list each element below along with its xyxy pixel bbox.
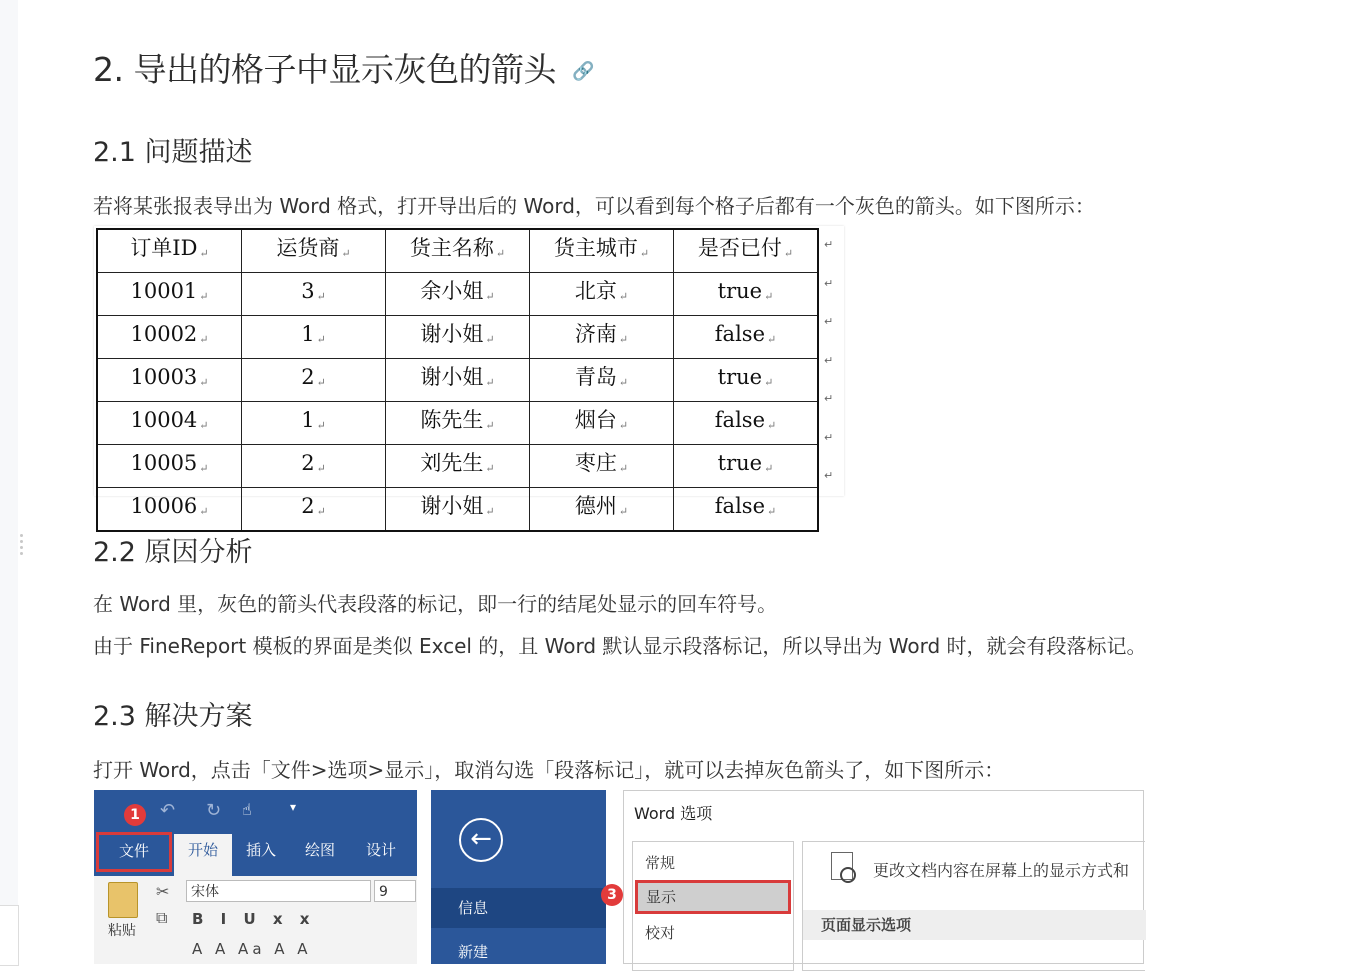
cell-text: false	[714, 322, 765, 346]
word-ribbon-screenshot	[94, 790, 417, 964]
cut-icon[interactable]: ✂	[156, 882, 170, 901]
paragraph-problem: 若将某张报表导出为 Word 格式，打开导出后的 Word，可以看到每个格子后都有一个灰色的箭头。如下图所示：	[93, 194, 1095, 218]
paragraph-mark-icon: ↵	[316, 376, 326, 389]
cell-text: 10001	[130, 279, 198, 303]
page-display-section: 页面显示选项	[803, 910, 1146, 940]
paragraph-mark-icon: ↵	[485, 505, 495, 518]
cell-text: true	[717, 451, 763, 475]
paragraph-mark-icon: ↵	[485, 462, 495, 475]
table-cell	[97, 316, 242, 359]
cell-text: true	[717, 365, 763, 389]
redo-icon[interactable]: ↻	[206, 800, 222, 821]
paragraph-mark-icon: ↵	[783, 247, 794, 260]
paragraph-mark-icon: ↵	[495, 247, 506, 260]
section-heading-2-3: 2.3 解决方案	[93, 701, 253, 732]
table-cell	[674, 402, 819, 445]
cell-text: 货主名称	[409, 236, 494, 260]
table-cell	[530, 316, 674, 359]
page-title: 2. 导出的格子中显示灰色的箭头 🔗	[93, 50, 594, 89]
table-cell	[97, 402, 242, 445]
table-cell	[530, 229, 674, 273]
cell-text: 10003	[130, 365, 198, 389]
link-icon[interactable]: 🔗	[571, 61, 594, 82]
orders-table	[96, 228, 819, 532]
cell-text: 谢小姐	[420, 365, 484, 389]
paragraph-mark-icon: ↵	[764, 376, 774, 389]
table-cell	[97, 359, 242, 402]
paragraph-mark-icon: ↵	[639, 247, 650, 260]
table-row	[97, 402, 818, 445]
cell-text: 德州	[574, 494, 617, 518]
paragraph-marks	[824, 238, 840, 508]
cell-text: 是否已付	[697, 236, 782, 260]
cell-text: 2	[301, 451, 315, 475]
options-nav	[632, 841, 794, 971]
table-cell	[97, 229, 242, 273]
paragraph-mark-icon: ↵	[341, 247, 351, 260]
cell-text: false	[714, 408, 765, 432]
tab-draw[interactable]: 绘图	[305, 841, 336, 859]
cell-text: 10005	[130, 451, 198, 475]
font-color-buttons[interactable]: A A Aa A A	[192, 940, 312, 958]
paragraph-mark-icon: ↵	[767, 505, 777, 518]
table-cell	[674, 229, 819, 273]
copy-icon[interactable]: ⧉	[156, 908, 168, 927]
section-heading-2-2: 2.2 原因分析	[93, 537, 253, 568]
menu-item-new[interactable]: 新建	[458, 943, 489, 961]
paragraph-mark-icon: ↵	[618, 462, 629, 475]
table-row	[97, 445, 818, 488]
paragraph-mark-icon: ↵	[764, 290, 774, 303]
paragraph-mark-icon: ↵	[485, 333, 495, 346]
tab-file[interactable]: 文件	[96, 832, 172, 872]
dialog-title: Word 选项	[634, 804, 713, 823]
undo-icon[interactable]: ↶	[160, 800, 176, 821]
paragraph-mark-icon: ↵	[618, 376, 629, 389]
table-cell	[530, 402, 674, 445]
paragraph-mark-icon: ↵	[767, 333, 777, 346]
nav-display[interactable]: 显示	[635, 880, 791, 914]
cell-text: true	[717, 279, 763, 303]
paragraph-mark-icon: ↵	[618, 505, 629, 518]
clipboard-icon[interactable]	[108, 882, 138, 918]
table-cell	[674, 359, 819, 402]
ribbon-tabs	[94, 834, 417, 866]
table-cell	[530, 488, 674, 532]
table-cell	[97, 273, 242, 316]
cell-text: 10002	[130, 322, 198, 346]
paragraph-mark-icon: ↵	[618, 290, 629, 303]
word-table-image	[94, 226, 844, 518]
cell-text: 青岛	[574, 365, 617, 389]
paragraph-mark-icon: ↵	[199, 290, 209, 303]
table-cell	[386, 229, 530, 273]
cell-text: 济南	[574, 322, 617, 346]
table-cell	[386, 402, 530, 445]
touch-mode-icon[interactable]: ☝	[242, 800, 252, 819]
cell-text: 谢小姐	[420, 322, 484, 346]
cell-text: 运货商	[276, 236, 340, 260]
display-panel	[802, 841, 1145, 971]
cell-text: 1	[301, 408, 315, 432]
table-row	[97, 273, 818, 316]
paragraph-mark-icon: ↵	[316, 419, 326, 432]
cell-text: 刘先生	[420, 451, 484, 475]
ribbon-home	[94, 876, 417, 964]
cell-text: 2	[301, 365, 315, 389]
paragraph-mark-icon: ↵	[199, 505, 209, 518]
cell-text: 余小姐	[420, 279, 484, 303]
paragraph-mark-icon: ↵	[199, 247, 209, 260]
paragraph-mark-icon: ↵	[767, 419, 777, 432]
word-backstage-screenshot	[431, 790, 617, 964]
table-cell	[97, 445, 242, 488]
left-sidebar	[0, 0, 18, 964]
row-end-mark-icon: ↵	[824, 276, 834, 290]
table-cell	[674, 488, 819, 532]
cell-text: 烟台	[574, 408, 617, 432]
paragraph-mark-icon: ↵	[316, 462, 326, 475]
nav-proofing[interactable]: 校对	[645, 924, 676, 942]
table-cell	[386, 445, 530, 488]
row-end-mark-icon: ↵	[824, 353, 834, 367]
paragraph-mark-icon: ↵	[316, 333, 326, 346]
cell-text: false	[714, 494, 765, 518]
table-cell	[242, 229, 386, 273]
table-cell	[674, 445, 819, 488]
paragraph-mark-icon: ↵	[485, 290, 495, 303]
cell-text: 枣庄	[574, 451, 617, 475]
drag-handle-icon[interactable]	[20, 534, 24, 558]
table-cell	[386, 359, 530, 402]
sidebar-panel	[0, 905, 19, 966]
cell-text: 北京	[574, 279, 617, 303]
row-end-mark-icon: ↵	[824, 392, 834, 405]
panel-description: 更改文档内容在屏幕上的显示方式和	[873, 861, 1130, 880]
table-cell	[242, 402, 386, 445]
row-end-mark-icon: ↵	[824, 430, 834, 444]
step-badge-1: 1	[124, 804, 146, 826]
format-buttons[interactable]: B I U x x	[192, 910, 316, 928]
paragraph-mark-icon: ↵	[316, 505, 326, 518]
tab-home[interactable]: 开始	[174, 834, 232, 880]
table-cell	[530, 273, 674, 316]
table-cell	[242, 445, 386, 488]
paragraph-solution: 打开 Word，点击「文件>选项>显示」，取消勾选「段落标记」，就可以去掉灰色箭头了，如下图所示：	[93, 758, 1005, 782]
paragraph-mark-icon: ↵	[618, 419, 629, 432]
table-cell	[674, 273, 819, 316]
back-arrow-icon[interactable]: ←	[459, 818, 503, 862]
table-row	[97, 316, 818, 359]
table-cell	[242, 488, 386, 532]
table-cell	[242, 273, 386, 316]
menu-item-info[interactable]: 信息	[431, 888, 606, 928]
paragraph-mark-icon: ↵	[199, 376, 209, 389]
paste-button[interactable]: 粘贴	[108, 923, 136, 939]
row-end-mark-icon: ↵	[824, 315, 834, 328]
table-cell	[386, 273, 530, 316]
nav-general[interactable]: 常规	[645, 854, 676, 872]
document-magnifier-icon	[831, 852, 853, 880]
row-end-mark-icon: ↵	[824, 238, 834, 251]
cell-text: 订单ID	[130, 236, 198, 260]
paragraph-mark-icon: ↵	[199, 419, 209, 432]
font-name-select[interactable]: 宋体	[186, 880, 371, 902]
paragraph-mark-icon: ↵	[199, 462, 209, 475]
table-cell	[674, 316, 819, 359]
table-cell	[530, 445, 674, 488]
table-cell	[530, 359, 674, 402]
table-cell	[386, 488, 530, 532]
table-row	[97, 488, 818, 532]
cell-text: 1	[301, 322, 315, 346]
table-header-row	[97, 229, 818, 273]
word-options-dialog	[623, 790, 1144, 964]
cell-text: 10004	[130, 408, 198, 432]
paragraph-mark-icon: ↵	[199, 333, 209, 346]
cell-text: 陈先生	[420, 408, 484, 432]
customize-toolbar-icon[interactable]: ▾	[290, 800, 297, 814]
paragraph-cause-1: 在 Word 里，灰色的箭头代表段落的标记，即一行的结尾处显示的回车符号。	[93, 592, 778, 616]
tab-design[interactable]: 设计	[366, 841, 397, 859]
font-size-select[interactable]: 9	[374, 880, 416, 902]
paragraph-mark-icon: ↵	[764, 462, 774, 475]
section-heading-2-1: 2.1 问题描述	[93, 137, 253, 168]
cell-text: 货主城市	[553, 236, 638, 260]
step-badge-3: 3	[601, 884, 623, 906]
table-cell	[97, 488, 242, 532]
row-end-mark-icon: ↵	[824, 469, 834, 482]
cell-text: 10006	[130, 494, 198, 518]
table-row	[97, 359, 818, 402]
cell-text: 谢小姐	[420, 494, 484, 518]
paragraph-cause-2: 由于 FineReport 模板的界面是类似 Excel 的，且 Word 默认显示段落标记，所以导出为 Word 时，就会有段落标记。	[93, 634, 1147, 658]
table-cell	[242, 359, 386, 402]
cell-text: 3	[301, 279, 315, 303]
tab-insert[interactable]: 插入	[246, 841, 277, 859]
paragraph-mark-icon: ↵	[485, 376, 495, 389]
table-cell	[242, 316, 386, 359]
paragraph-mark-icon: ↵	[485, 419, 495, 432]
paragraph-mark-icon: ↵	[618, 333, 629, 346]
cell-text: 2	[301, 494, 315, 518]
paragraph-mark-icon: ↵	[316, 290, 326, 303]
table-cell	[386, 316, 530, 359]
